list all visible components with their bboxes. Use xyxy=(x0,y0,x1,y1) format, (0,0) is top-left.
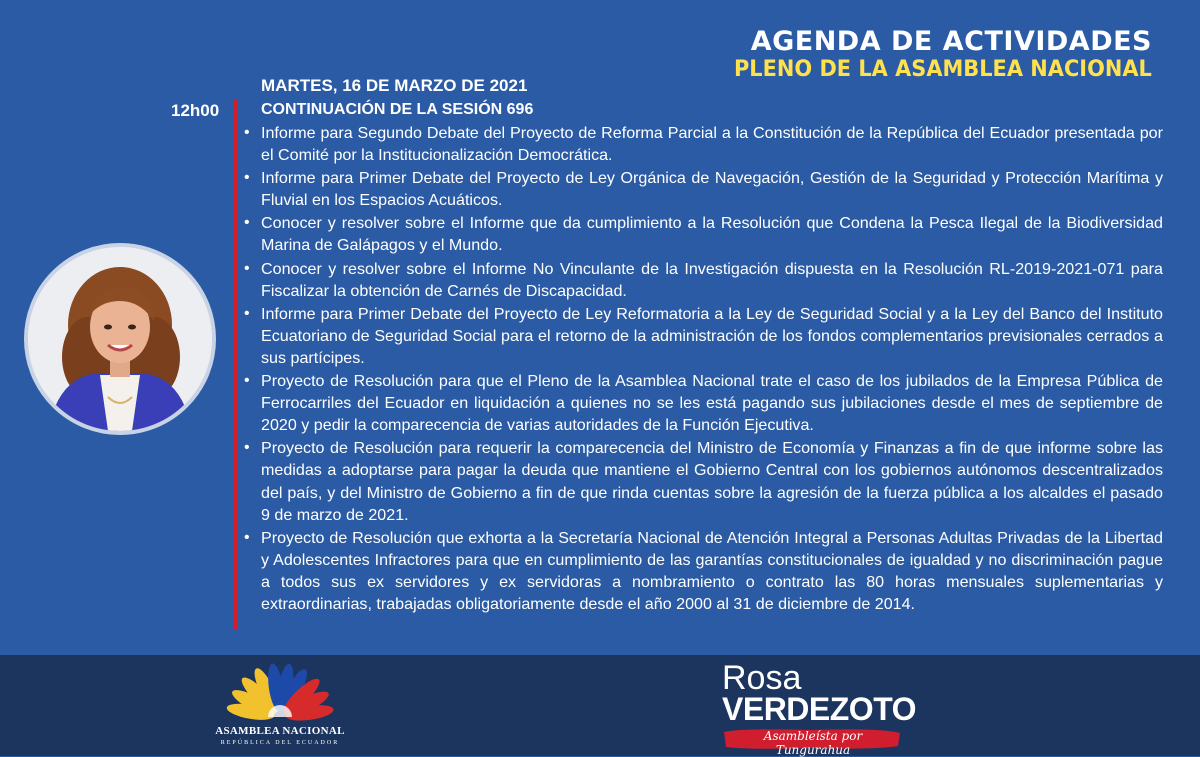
session-date: MARTES, 16 DE MARZO DE 2021 xyxy=(261,76,528,95)
person-last-name: VERDEZOTO xyxy=(722,691,917,727)
session-time: 12h00 xyxy=(171,101,220,120)
logo-subtitle: REPÚBLICA DEL ECUADOR xyxy=(220,740,340,746)
assembly-logo xyxy=(200,655,360,756)
agenda-item: • Informe para Segundo Debate del Proyecto de Reforma Parcial a la Constitución de la República del Ecuador presentada por el Comité por la Institucionalización Democrática. xyxy=(244,122,1163,166)
agenda-title: AGENDA DE ACTIVIDADES xyxy=(750,26,1152,57)
agenda-item: • Proyecto de Resolución para requerir la comparecencia del Ministro de Economía y Finanzas a fin de que informe sobre las medidas a adoptarse para pagar la deuda que mantiene el Gobierno Central con los gobiernos autónomos descentralizados del país, y del Ministro de Gobierno a fin de que rinda cuentas sobre la agresión de la fuerza pública a los alcaldes el pasado 9 de marzo de 2021. xyxy=(244,437,1163,525)
agenda-subtitle: PLENO DE LA ASAMBLEA NACIONAL xyxy=(734,57,1152,82)
agenda-item: • Proyecto de Resolución para que el Pleno de la Asamblea Nacional trate el caso de los jubilados de la Empresa Pública de Ferrocarriles del Ecuador en liquidación a quienes no se les está pagando sus jubilaciones desde el mes de septiembre de 2020 y pedir la comparecencia de varias autoridades de la Función Ejecutiva. xyxy=(244,370,1163,436)
person-first-name: Rosa xyxy=(722,659,802,697)
assembly-sun-logo-icon xyxy=(200,655,360,725)
portrait-photo xyxy=(24,243,216,435)
agenda-item: • Conocer y resolver sobre el Informe No Vinculante de la Investigación dispuesta en la Resolución RL-2019-2021-071 para Fiscalizar la obtención de Carnés de Discapacidad. xyxy=(244,258,1163,302)
portrait-illustration xyxy=(28,247,212,431)
agenda-item: • Conocer y resolver sobre el Informe que da cumplimiento a la Resolución que Condena la Pesca Ilegal de la Biodiversidad Marina de Galápagos y el Mundo. xyxy=(244,212,1163,256)
timeline-line xyxy=(234,100,237,630)
session-title: CONTINUACIÓN DE LA SESIÓN 696 xyxy=(261,101,534,118)
agenda-item: • Proyecto de Resolución que exhorta a la Secretaría Nacional de Atención Integral a Personas Adultas Privadas de la Libertad y Adolescentes Infractores para que en cumplimiento de las garantías constitucionales de igualdad y no discriminación pague a todos sus ex servidores y ex servidoras a nombramiento o contrato las 80 horas mensuales suplementarias y extraordinarias, trabajadas obligatoriamente desde el año 2000 al 31 de diciembre de 2014. xyxy=(244,527,1163,615)
agenda-item: • Informe para Primer Debate del Proyecto de Ley Reformatoria a la Ley de Seguridad Social y a la Ley del Banco del Instituto Ecuatoriano de Seguridad Social para el retorno de la administración de los fondos complementarios previsionales cerrados a sus partícipes. xyxy=(244,303,1163,369)
logo-name: ASAMBLEA NACIONAL xyxy=(215,725,345,737)
tagline: Asambleísta por Tungurahua xyxy=(763,729,863,757)
agenda-item: • Informe para Primer Debate del Proyecto de Ley Orgánica de Navegación, Gestión de la Seguridad y Protección Marítima y Fluvial en los Espacios Acuáticos. xyxy=(244,167,1163,211)
agenda-list xyxy=(244,122,1163,616)
footer-bar xyxy=(0,655,1200,756)
